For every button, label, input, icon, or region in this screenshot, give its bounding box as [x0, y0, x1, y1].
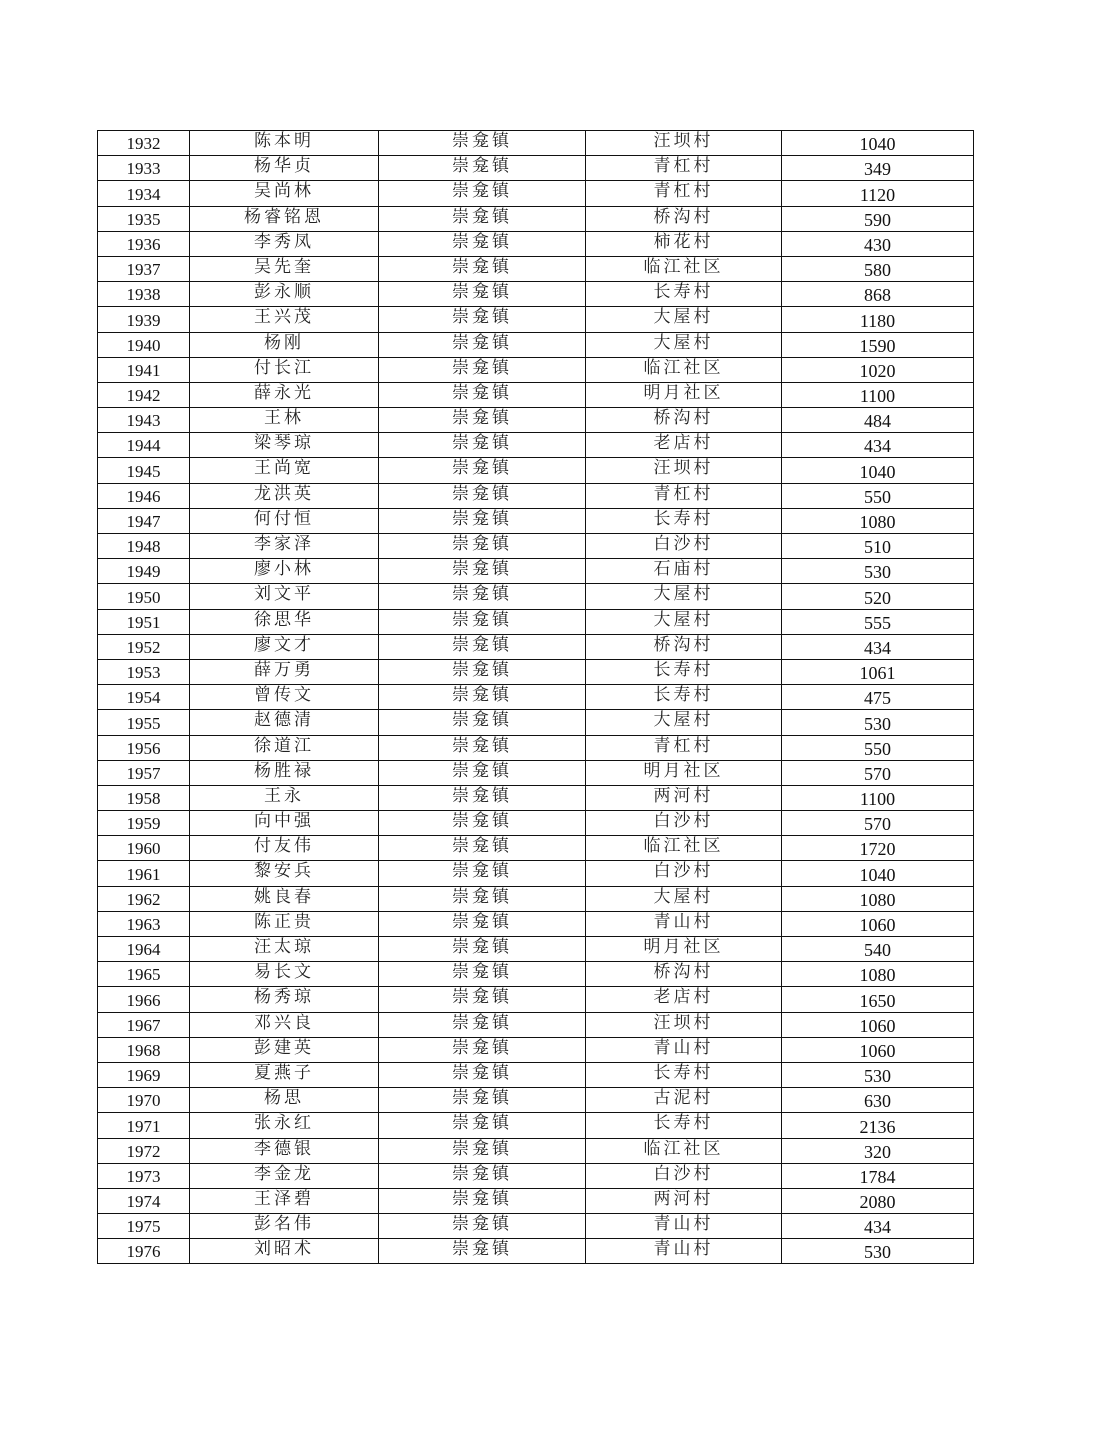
cell-town: 崇龛镇 — [379, 911, 586, 936]
cell-amount: 1120 — [782, 181, 974, 206]
table-row — [98, 584, 974, 609]
table-row — [98, 886, 974, 911]
cell-row-number: 1960 — [98, 836, 190, 861]
cell-town: 崇龛镇 — [379, 307, 586, 332]
cell-person-name: 向中强 — [190, 811, 379, 836]
cell-amount: 1061 — [782, 659, 974, 684]
cell-village: 老店村 — [586, 433, 782, 458]
cell-person-name: 梁琴琼 — [190, 433, 379, 458]
cell-village: 两河村 — [586, 785, 782, 810]
table-row — [98, 534, 974, 559]
cell-row-number: 1954 — [98, 685, 190, 710]
cell-town: 崇龛镇 — [379, 357, 586, 382]
table-row — [98, 1214, 974, 1239]
cell-person-name: 王泽碧 — [190, 1188, 379, 1213]
cell-row-number: 1938 — [98, 282, 190, 307]
cell-town: 崇龛镇 — [379, 559, 586, 584]
cell-person-name: 杨秀琼 — [190, 987, 379, 1012]
cell-person-name: 李家泽 — [190, 534, 379, 559]
cell-row-number: 1945 — [98, 458, 190, 483]
cell-village: 白沙村 — [586, 811, 782, 836]
cell-row-number: 1971 — [98, 1113, 190, 1138]
cell-person-name: 徐道江 — [190, 735, 379, 760]
table-row — [98, 181, 974, 206]
cell-row-number: 1949 — [98, 559, 190, 584]
cell-row-number: 1958 — [98, 785, 190, 810]
cell-village: 青杠村 — [586, 156, 782, 181]
cell-row-number: 1952 — [98, 634, 190, 659]
cell-village: 桥沟村 — [586, 634, 782, 659]
cell-row-number: 1968 — [98, 1037, 190, 1062]
cell-person-name: 汪太琼 — [190, 937, 379, 962]
cell-village: 青杠村 — [586, 735, 782, 760]
table-row — [98, 785, 974, 810]
cell-town: 崇龛镇 — [379, 433, 586, 458]
cell-person-name: 何付恒 — [190, 508, 379, 533]
cell-person-name: 廖文才 — [190, 634, 379, 659]
cell-village: 临江社区 — [586, 836, 782, 861]
cell-person-name: 薛万勇 — [190, 659, 379, 684]
cell-row-number: 1950 — [98, 584, 190, 609]
cell-amount: 434 — [782, 1214, 974, 1239]
cell-town: 崇龛镇 — [379, 760, 586, 785]
cell-row-number: 1976 — [98, 1239, 190, 1264]
cell-village: 汪坝村 — [586, 1012, 782, 1037]
cell-village: 桥沟村 — [586, 206, 782, 231]
cell-town: 崇龛镇 — [379, 886, 586, 911]
cell-person-name: 王兴茂 — [190, 307, 379, 332]
cell-town: 崇龛镇 — [379, 1214, 586, 1239]
cell-town: 崇龛镇 — [379, 1163, 586, 1188]
cell-amount: 1080 — [782, 508, 974, 533]
cell-town: 崇龛镇 — [379, 181, 586, 206]
cell-town: 崇龛镇 — [379, 508, 586, 533]
cell-town: 崇龛镇 — [379, 1062, 586, 1087]
cell-person-name: 张永红 — [190, 1113, 379, 1138]
cell-village: 白沙村 — [586, 861, 782, 886]
table-row — [98, 609, 974, 634]
cell-village: 临江社区 — [586, 256, 782, 281]
cell-village: 桥沟村 — [586, 408, 782, 433]
cell-amount: 1590 — [782, 332, 974, 357]
cell-town: 崇龛镇 — [379, 1239, 586, 1264]
cell-row-number: 1965 — [98, 962, 190, 987]
cell-town: 崇龛镇 — [379, 156, 586, 181]
table-row — [98, 256, 974, 281]
cell-amount: 510 — [782, 534, 974, 559]
cell-row-number: 1963 — [98, 911, 190, 936]
cell-amount: 570 — [782, 811, 974, 836]
cell-amount: 1080 — [782, 962, 974, 987]
cell-amount: 530 — [782, 710, 974, 735]
cell-town: 崇龛镇 — [379, 836, 586, 861]
cell-town: 崇龛镇 — [379, 584, 586, 609]
cell-village: 长寿村 — [586, 685, 782, 710]
cell-village: 明月社区 — [586, 760, 782, 785]
cell-row-number: 1955 — [98, 710, 190, 735]
cell-amount: 1080 — [782, 886, 974, 911]
cell-village: 青山村 — [586, 1214, 782, 1239]
cell-row-number: 1941 — [98, 357, 190, 382]
cell-town: 崇龛镇 — [379, 609, 586, 634]
cell-amount: 550 — [782, 735, 974, 760]
table-row — [98, 911, 974, 936]
cell-row-number: 1948 — [98, 534, 190, 559]
cell-amount: 1060 — [782, 911, 974, 936]
cell-row-number: 1962 — [98, 886, 190, 911]
cell-amount: 2136 — [782, 1113, 974, 1138]
cell-person-name: 刘昭术 — [190, 1239, 379, 1264]
cell-row-number: 1964 — [98, 937, 190, 962]
cell-person-name: 曾传文 — [190, 685, 379, 710]
table-row — [98, 861, 974, 886]
table-row — [98, 735, 974, 760]
table-row — [98, 710, 974, 735]
cell-amount: 1040 — [782, 458, 974, 483]
cell-village: 明月社区 — [586, 382, 782, 407]
cell-village: 大屋村 — [586, 886, 782, 911]
cell-row-number: 1942 — [98, 382, 190, 407]
cell-amount: 430 — [782, 231, 974, 256]
cell-row-number: 1940 — [98, 332, 190, 357]
table-row — [98, 1188, 974, 1213]
cell-town: 崇龛镇 — [379, 811, 586, 836]
cell-row-number: 1970 — [98, 1088, 190, 1113]
cell-town: 崇龛镇 — [379, 131, 586, 156]
cell-row-number: 1959 — [98, 811, 190, 836]
cell-village: 汪坝村 — [586, 458, 782, 483]
cell-village: 白沙村 — [586, 534, 782, 559]
cell-person-name: 吴先奎 — [190, 256, 379, 281]
cell-row-number: 1975 — [98, 1214, 190, 1239]
cell-person-name: 吴尚林 — [190, 181, 379, 206]
table-row — [98, 458, 974, 483]
cell-town: 崇龛镇 — [379, 962, 586, 987]
cell-amount: 320 — [782, 1138, 974, 1163]
table-row — [98, 382, 974, 407]
cell-village: 长寿村 — [586, 1113, 782, 1138]
cell-person-name: 付友伟 — [190, 836, 379, 861]
cell-person-name: 杨刚 — [190, 332, 379, 357]
cell-village: 明月社区 — [586, 937, 782, 962]
cell-village: 青山村 — [586, 1239, 782, 1264]
cell-row-number: 1974 — [98, 1188, 190, 1213]
cell-village: 长寿村 — [586, 508, 782, 533]
cell-row-number: 1969 — [98, 1062, 190, 1087]
cell-town: 崇龛镇 — [379, 685, 586, 710]
cell-town: 崇龛镇 — [379, 710, 586, 735]
cell-town: 崇龛镇 — [379, 1188, 586, 1213]
cell-town: 崇龛镇 — [379, 408, 586, 433]
cell-town: 崇龛镇 — [379, 634, 586, 659]
cell-village: 青山村 — [586, 1037, 782, 1062]
cell-amount: 580 — [782, 256, 974, 281]
cell-row-number: 1957 — [98, 760, 190, 785]
cell-amount: 1040 — [782, 861, 974, 886]
table-row — [98, 760, 974, 785]
cell-village: 青杠村 — [586, 181, 782, 206]
cell-person-name: 杨睿铭恩 — [190, 206, 379, 231]
table-row — [98, 131, 974, 156]
table-row — [98, 559, 974, 584]
table-row — [98, 634, 974, 659]
cell-village: 青杠村 — [586, 483, 782, 508]
table-row — [98, 937, 974, 962]
cell-person-name: 邓兴良 — [190, 1012, 379, 1037]
cell-row-number: 1956 — [98, 735, 190, 760]
table-row — [98, 483, 974, 508]
cell-row-number: 1972 — [98, 1138, 190, 1163]
cell-village: 老店村 — [586, 987, 782, 1012]
table-body — [98, 131, 974, 1264]
cell-amount: 475 — [782, 685, 974, 710]
cell-town: 崇龛镇 — [379, 937, 586, 962]
cell-amount: 555 — [782, 609, 974, 634]
cell-row-number: 1967 — [98, 1012, 190, 1037]
cell-village: 青山村 — [586, 911, 782, 936]
table-row — [98, 1088, 974, 1113]
cell-row-number: 1939 — [98, 307, 190, 332]
cell-person-name: 易长文 — [190, 962, 379, 987]
cell-person-name: 王永 — [190, 785, 379, 810]
cell-person-name: 夏燕子 — [190, 1062, 379, 1087]
cell-person-name: 王林 — [190, 408, 379, 433]
cell-row-number: 1936 — [98, 231, 190, 256]
cell-village: 大屋村 — [586, 609, 782, 634]
cell-amount: 530 — [782, 1062, 974, 1087]
cell-town: 崇龛镇 — [379, 1138, 586, 1163]
table-row — [98, 1113, 974, 1138]
cell-amount: 1020 — [782, 357, 974, 382]
records-table — [97, 130, 974, 1264]
cell-village: 临江社区 — [586, 357, 782, 382]
cell-village: 柿花村 — [586, 231, 782, 256]
cell-row-number: 1937 — [98, 256, 190, 281]
cell-person-name: 杨思 — [190, 1088, 379, 1113]
cell-person-name: 李金龙 — [190, 1163, 379, 1188]
cell-town: 崇龛镇 — [379, 458, 586, 483]
table-row — [98, 282, 974, 307]
cell-town: 崇龛镇 — [379, 785, 586, 810]
cell-person-name: 彭永顺 — [190, 282, 379, 307]
table-row — [98, 836, 974, 861]
cell-person-name: 杨胜禄 — [190, 760, 379, 785]
cell-person-name: 彭建英 — [190, 1037, 379, 1062]
cell-amount: 1060 — [782, 1012, 974, 1037]
cell-person-name: 彭名伟 — [190, 1214, 379, 1239]
cell-amount: 434 — [782, 433, 974, 458]
cell-amount: 1180 — [782, 307, 974, 332]
cell-person-name: 付长江 — [190, 357, 379, 382]
cell-town: 崇龛镇 — [379, 332, 586, 357]
cell-town: 崇龛镇 — [379, 483, 586, 508]
cell-row-number: 1943 — [98, 408, 190, 433]
cell-person-name: 薛永光 — [190, 382, 379, 407]
cell-town: 崇龛镇 — [379, 1012, 586, 1037]
table-row — [98, 231, 974, 256]
cell-town: 崇龛镇 — [379, 206, 586, 231]
table-row — [98, 156, 974, 181]
cell-person-name: 刘文平 — [190, 584, 379, 609]
cell-row-number: 1935 — [98, 206, 190, 231]
cell-person-name: 姚良春 — [190, 886, 379, 911]
cell-person-name: 徐思华 — [190, 609, 379, 634]
table-row — [98, 307, 974, 332]
table-row — [98, 408, 974, 433]
cell-row-number: 1944 — [98, 433, 190, 458]
cell-amount: 868 — [782, 282, 974, 307]
cell-town: 崇龛镇 — [379, 231, 586, 256]
cell-amount: 1060 — [782, 1037, 974, 1062]
table-row — [98, 357, 974, 382]
cell-amount: 2080 — [782, 1188, 974, 1213]
cell-row-number: 1932 — [98, 131, 190, 156]
cell-person-name: 王尚宽 — [190, 458, 379, 483]
cell-amount: 484 — [782, 408, 974, 433]
cell-town: 崇龛镇 — [379, 282, 586, 307]
cell-town: 崇龛镇 — [379, 1113, 586, 1138]
cell-amount: 520 — [782, 584, 974, 609]
table-row — [98, 1012, 974, 1037]
cell-amount: 590 — [782, 206, 974, 231]
cell-town: 崇龛镇 — [379, 735, 586, 760]
cell-town: 崇龛镇 — [379, 987, 586, 1012]
cell-village: 石庙村 — [586, 559, 782, 584]
cell-town: 崇龛镇 — [379, 256, 586, 281]
table-row — [98, 508, 974, 533]
table-row — [98, 206, 974, 231]
cell-row-number: 1961 — [98, 861, 190, 886]
table-row — [98, 685, 974, 710]
cell-village: 临江社区 — [586, 1138, 782, 1163]
cell-person-name: 黎安兵 — [190, 861, 379, 886]
table-row — [98, 987, 974, 1012]
cell-row-number: 1953 — [98, 659, 190, 684]
cell-person-name: 李德银 — [190, 1138, 379, 1163]
cell-amount: 530 — [782, 559, 974, 584]
cell-village: 古泥村 — [586, 1088, 782, 1113]
cell-amount: 1100 — [782, 382, 974, 407]
cell-row-number: 1973 — [98, 1163, 190, 1188]
cell-town: 崇龛镇 — [379, 382, 586, 407]
cell-person-name: 陈本明 — [190, 131, 379, 156]
cell-row-number: 1934 — [98, 181, 190, 206]
cell-amount: 1784 — [782, 1163, 974, 1188]
cell-village: 长寿村 — [586, 282, 782, 307]
cell-town: 崇龛镇 — [379, 861, 586, 886]
cell-village: 白沙村 — [586, 1163, 782, 1188]
cell-village: 大屋村 — [586, 710, 782, 735]
cell-amount: 540 — [782, 937, 974, 962]
cell-person-name: 廖小林 — [190, 559, 379, 584]
cell-amount: 1100 — [782, 785, 974, 810]
cell-town: 崇龛镇 — [379, 1088, 586, 1113]
cell-amount: 530 — [782, 1239, 974, 1264]
cell-amount: 1720 — [782, 836, 974, 861]
cell-row-number: 1966 — [98, 987, 190, 1012]
table-row — [98, 1138, 974, 1163]
cell-village: 汪坝村 — [586, 131, 782, 156]
cell-person-name: 杨华贞 — [190, 156, 379, 181]
table-row — [98, 1163, 974, 1188]
cell-amount: 349 — [782, 156, 974, 181]
cell-village: 桥沟村 — [586, 962, 782, 987]
cell-amount: 570 — [782, 760, 974, 785]
cell-village: 大屋村 — [586, 584, 782, 609]
cell-village: 两河村 — [586, 1188, 782, 1213]
cell-row-number: 1947 — [98, 508, 190, 533]
cell-town: 崇龛镇 — [379, 1037, 586, 1062]
cell-amount: 1650 — [782, 987, 974, 1012]
cell-row-number: 1946 — [98, 483, 190, 508]
cell-amount: 1040 — [782, 131, 974, 156]
cell-amount: 630 — [782, 1088, 974, 1113]
cell-amount: 550 — [782, 483, 974, 508]
cell-town: 崇龛镇 — [379, 534, 586, 559]
cell-row-number: 1933 — [98, 156, 190, 181]
cell-person-name: 李秀凤 — [190, 231, 379, 256]
table-row — [98, 811, 974, 836]
cell-row-number: 1951 — [98, 609, 190, 634]
table-row — [98, 659, 974, 684]
cell-village: 大屋村 — [586, 307, 782, 332]
cell-person-name: 赵德清 — [190, 710, 379, 735]
table-row — [98, 1239, 974, 1264]
cell-village: 长寿村 — [586, 1062, 782, 1087]
cell-village: 长寿村 — [586, 659, 782, 684]
cell-person-name: 陈正贵 — [190, 911, 379, 936]
table-row — [98, 962, 974, 987]
cell-village: 大屋村 — [586, 332, 782, 357]
cell-town: 崇龛镇 — [379, 659, 586, 684]
table-row — [98, 1037, 974, 1062]
table-row — [98, 1062, 974, 1087]
table-row — [98, 332, 974, 357]
table-row — [98, 433, 974, 458]
cell-person-name: 龙洪英 — [190, 483, 379, 508]
cell-amount: 434 — [782, 634, 974, 659]
